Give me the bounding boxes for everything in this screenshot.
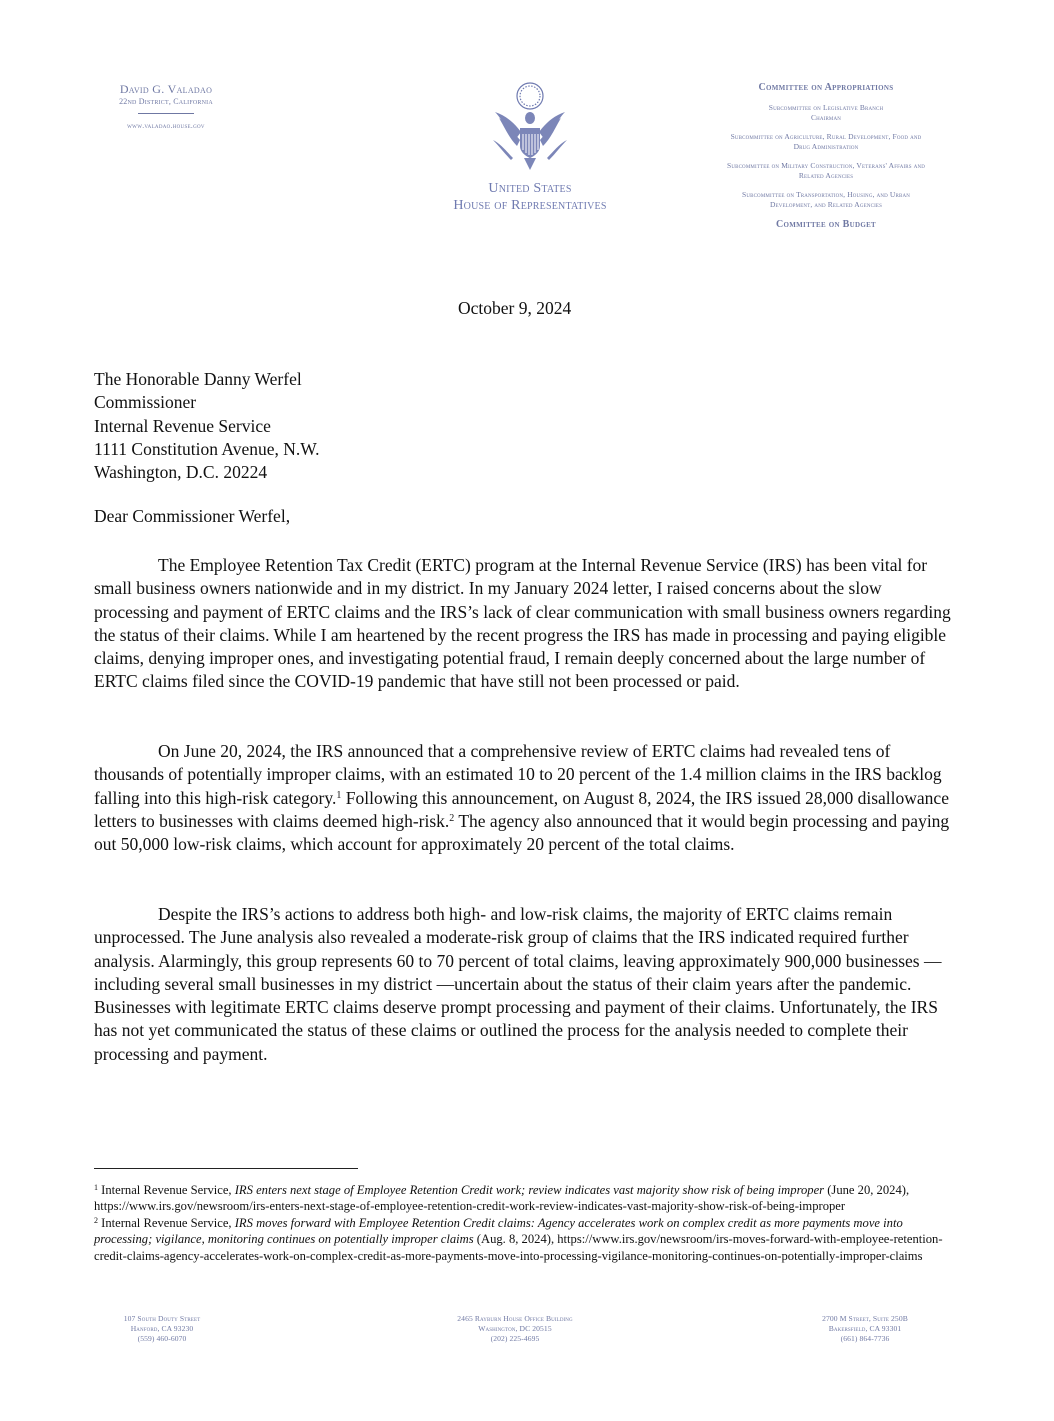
letter-date: October 9, 2024	[458, 298, 572, 318]
office-hanford	[92, 1314, 232, 1344]
paragraph-2-text-a: On June 20, 2024, the IRS announced that a comprehensive review of ERTC claims had revealed tens of thousands of potentially improper claims, with an estimated 10 to 20 percent of the 1.4 million claims in the IRS backlog falling into this high-risk category.	[94, 741, 942, 808]
footnotes	[94, 1182, 960, 1264]
body-paragraph-2	[94, 740, 960, 856]
subcommittee-transportation: Subcommittee on Transportation, Housing, and Urban Development, and Related Agencies	[742, 190, 910, 209]
house-letterhead	[440, 80, 620, 214]
recipient-name: The Honorable Danny Werfel	[94, 369, 302, 389]
office-washington	[420, 1314, 610, 1344]
hanford-phone: (559) 460-6070	[137, 1334, 187, 1343]
footnote-1-link[interactable]: (June 20, 2024), https://www.irs.gov/newsroom/irs-enters-next-stage-of-employee-retention-credit-work-review-indicates-vast-majority-show-risk-of-being-improper	[94, 1183, 910, 1214]
footnote-ref-2: 2	[449, 812, 455, 824]
committee-appropriations: Committee on Appropriations	[758, 82, 894, 93]
recipient-city: Washington, D.C. 20224	[94, 462, 268, 483]
footnote-2-source: Internal Revenue Service,	[98, 1215, 235, 1230]
recipient-street: 1111 Constitution Avenue, N.W.	[94, 438, 320, 459]
recipient-agency: Internal Revenue Service	[94, 415, 271, 436]
member-letterhead	[96, 82, 236, 131]
office-bakersfield	[790, 1314, 940, 1344]
footnote-2-number: 2	[94, 1215, 98, 1225]
footnote-1-number: 1	[94, 1183, 98, 1192]
footnote-2	[94, 1215, 960, 1264]
chairman-role: Chairman	[810, 113, 842, 122]
body-paragraph-1: The Employee Retention Tax Credit (ERTC) program at the Internal Revenue Service (IRS) has been vital for small business owners nationwide and in my district. In my January 2024 letter, I raised concerns about the slow processing and payment of ERTC claims and the IRS’s lack of clear communication with small business owners regarding the status of their claims. While I am heartened by the recent progress the IRS has made in processing and paying eligible claims, denying improper ones, and investigating potential fraud, I remain deeply concerned about the large number of ERTC claims filed since the COVID-19 pandemic that have still not been processed or paid.	[94, 555, 951, 692]
hanford-street: 107 South Douty Street	[123, 1314, 201, 1323]
subcommittee-legislative-branch-title: Subcommittee on Legislative Branch	[768, 103, 884, 112]
bakersfield-phone: (661) 864-7736	[840, 1334, 890, 1343]
footnote-1-title: IRS enters next stage of Employee Retention Credit work; review indicates vast majority show risk of being improper	[234, 1183, 825, 1197]
house-heading: House of Representatives	[453, 198, 607, 213]
footnote-1-source: Internal Revenue Service,	[98, 1183, 235, 1197]
washington-phone: (202) 225-4695	[490, 1334, 540, 1343]
hanford-city: Hanford, CA 93230	[130, 1324, 194, 1333]
body-paragraph-3: Despite the IRS’s actions to address both high- and low-risk claims, the majority of ERTC claims remain unprocessed. The June analysis also revealed a moderate-risk group of claims that the IRS indicated required further analysis. Alarmingly, this group represents 60 to 70 percent of total claims, leaving approximately 900,000 businesses —including several small businesses in my district —uncertain about the status of their claim years after the pandemic. Businesses with legitimate ERTC claims deserve prompt processing and payment of their claims. Unfortunately, the IRS has not yet communicated the status of these claims or outlined the process for the analysis needed to complete their processing and payment.	[94, 904, 942, 1064]
subcommittee-agriculture: Subcommittee on Agriculture, Rural Development, Food and Drug Administration	[730, 132, 922, 151]
paragraph-2-text-b: Following this announcement, on August 8, 2024, the IRS issued 28,000 disallowance letters to businesses with claims deemed high-risk.	[94, 787, 949, 831]
united-states-heading: United States	[488, 181, 572, 196]
washington-street: 2465 Rayburn House Office Building	[457, 1314, 573, 1323]
member-website: www.valadao.house.gov	[127, 121, 205, 130]
great-seal-eagle-icon	[475, 80, 585, 180]
subcommittee-legislative-branch	[722, 103, 930, 123]
washington-city: Washington, DC 20515	[478, 1324, 552, 1333]
footnote-2-title: IRS moves forward with Employee Retention Credit claims: Agency accelerates work on complex credit as more payments move into processing; vigilance, monitoring continues on potentially improper claims	[94, 1215, 903, 1247]
committee-budget: Committee on Budget	[775, 219, 877, 230]
letterhead-divider	[138, 113, 194, 114]
recipient-address	[94, 368, 320, 484]
footnote-2-link[interactable]: (Aug. 8, 2024), https://www.irs.gov/newsroom/irs-moves-forward-with-employee-retention-credit-claims-agency-accelerates-work-on-complex-credit-as-more-payments-move-into-processing-vigilance-monitoring-continues-on-potentially-improper-claims	[94, 1232, 943, 1263]
member-district: 22nd District, California	[119, 97, 213, 106]
recipient-title: Commissioner	[94, 392, 197, 413]
footnote-ref-1: 1	[336, 789, 342, 801]
salutation: Dear Commissioner Werfel,	[94, 506, 291, 526]
committee-list	[722, 82, 930, 231]
bakersfield-city: Bakersfield, CA 93301	[828, 1324, 902, 1333]
footnote-separator	[94, 1168, 358, 1169]
bakersfield-street: 2700 M Street, Suite 250B	[822, 1314, 908, 1323]
subcommittee-military-construction: Subcommittee on Military Construction, Veterans' Affairs and Related Agencies	[727, 161, 925, 180]
footnote-1	[94, 1182, 960, 1215]
member-name: David G. Valadao	[119, 82, 213, 96]
paragraph-2-text-c: The agency also announced that it would begin processing and paying out 50,000 low-risk claims, which account for approximately 20 percent of the total claims.	[94, 810, 950, 855]
